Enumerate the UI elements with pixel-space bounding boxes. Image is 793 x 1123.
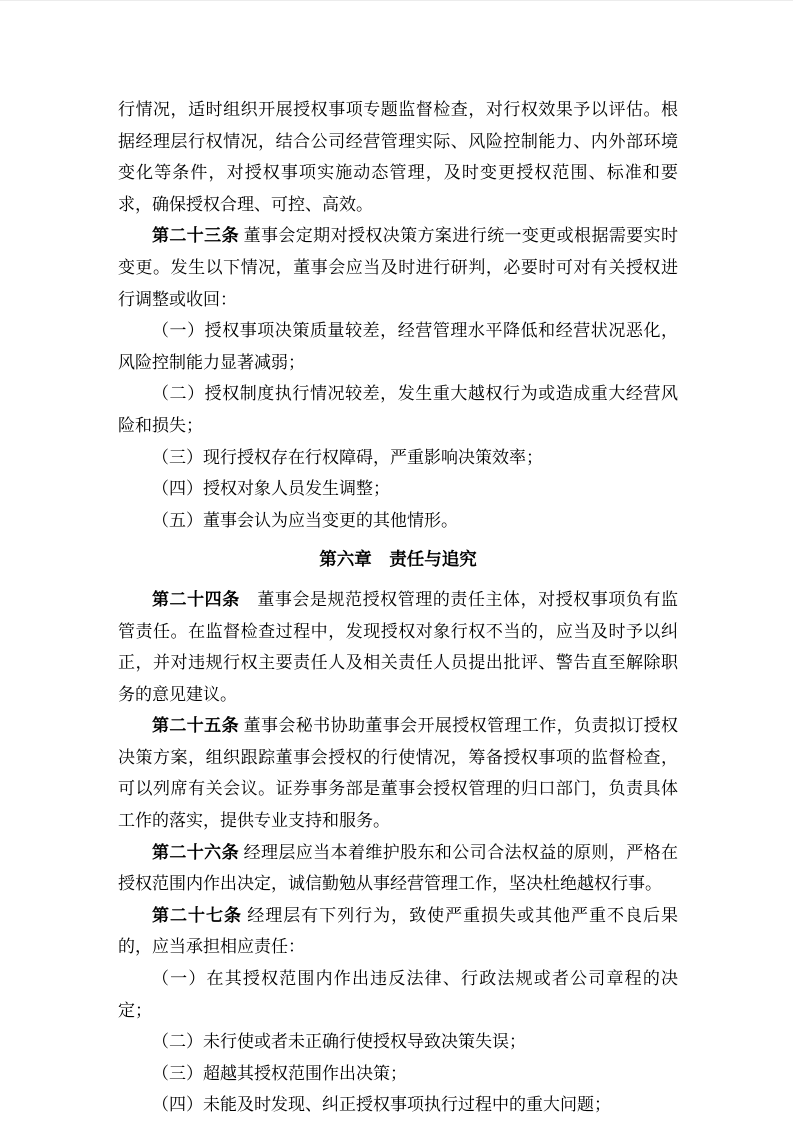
article-number: 第二十七条 xyxy=(152,905,242,925)
article-number: 第二十四条 xyxy=(152,589,240,609)
article-paragraph: 第二十四条 董事会是规范授权管理的责任主体，对授权事项负有监管责任。在监督检查过程中，发现授权对象行权不当的，应当及时予以纠正，并对违规行权主要责任人及相关责任人员提出批评、警告直至解除职务的意见建议。 xyxy=(118,589,679,704)
list-item-paragraph: （二）未行使或者未正确行使授权导致决策失误； xyxy=(152,1032,526,1052)
list-item-paragraph: （五）董事会认为应当变更的其他情形。 xyxy=(152,510,458,530)
continued-paragraph: 行情况，适时组织开展授权事项专题监督检查，对行权效果予以评估。根据经理层行权情况，结合公司经营管理实际、风险控制能力、内外部环境变化等条件，对授权事项实施动态管理，及时变更授权范围、标准和要求，确保授权合理、可控、高效。 xyxy=(118,100,678,214)
document-content xyxy=(118,94,678,1121)
list-item-paragraph: （三）超越其授权范围作出决策； xyxy=(152,1063,407,1083)
list-item-paragraph: （一）在其授权范围内作出违反法律、行政法规或者公司章程的决定； xyxy=(118,969,678,1020)
article-paragraph: 第二十七条 经理层有下列行为，致使严重损失或其他严重不良后果的，应当承担相应责任： xyxy=(118,905,679,957)
article-paragraph: 第二十三条 董事会定期对授权决策方案进行统一变更或根据需要实时变更。发生以下情况，董事会应当及时进行研判，必要时可对有关授权进行调整或收回： xyxy=(118,226,679,309)
article-number: 第二十六条 xyxy=(152,842,239,862)
chapter-heading: 第六章 责任与追究 xyxy=(319,549,477,570)
list-item-paragraph: （四）未能及时发现、纠正授权事项执行过程中的重大问题； xyxy=(152,1095,611,1115)
list-item-paragraph: （一）授权事项决策质量较差，经营管理水平降低和经营状况恶化，风险控制能力显著减弱； xyxy=(118,321,678,372)
article-paragraph: 第二十六条 经理层应当本着维护股东和公司合法权益的原则，严格在授权范围内作出决定，诚信勤勉从事经营管理工作，坚决杜绝越权行事。 xyxy=(118,842,679,894)
list-item-paragraph: （三）现行授权存在行权障碍，严重影响决策效率； xyxy=(152,447,543,467)
list-item-paragraph: （四）授权对象人员发生调整； xyxy=(152,479,390,499)
article-number: 第二十三条 xyxy=(152,226,239,246)
article-paragraph: 第二十五条 董事会秘书协助董事会开展授权管理工作，负责拟订授权决策方案，组织跟踪董事会授权的行使情况，筹备授权事项的监督检查，可以列席有关会议。证券事务部是董事会授权管理的归口部门，负责具体工作的落实，提供专业支持和服务。 xyxy=(118,716,679,831)
article-number: 第二十五条 xyxy=(152,716,239,736)
list-item-paragraph: （二）授权制度执行情况较差，发生重大越权行为或造成重大经营风险和损失； xyxy=(118,384,678,435)
